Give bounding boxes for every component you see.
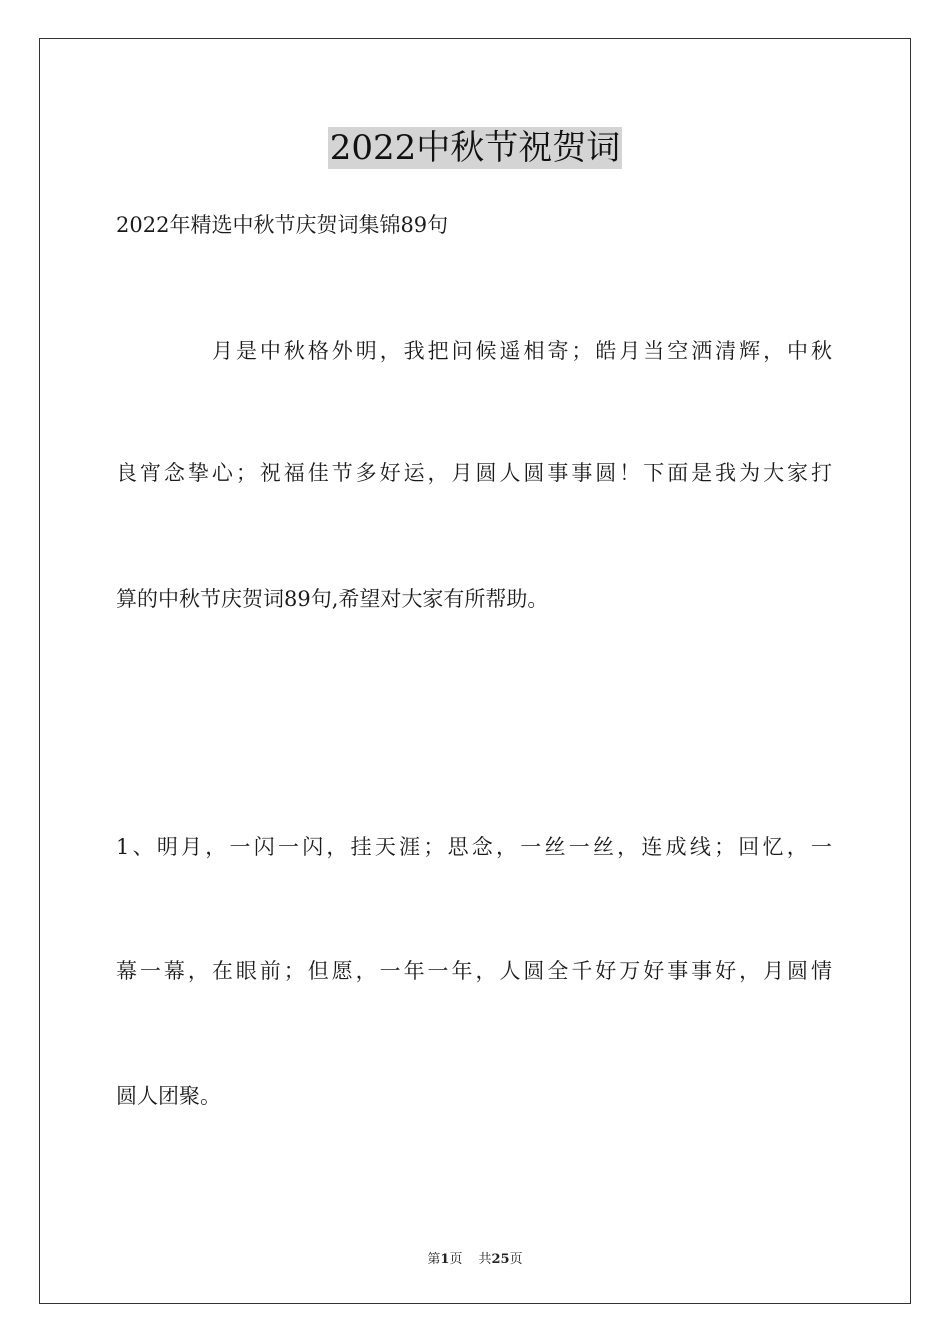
intro-paragraph-line: 月是中秋格外明，我把问候遥相寄；皓月当空洒清辉，中秋 <box>212 339 832 363</box>
total-label-suffix: 页 <box>509 1252 523 1267</box>
list-item-line: 幕一幕，在眼前；但愿，一年一年，人圆全千好万好事事好，月圆情 <box>116 959 832 983</box>
page-label-suffix: 页 <box>449 1252 463 1267</box>
intro-paragraph-line: 良宵念挚心；祝福佳节多好运，月圆人圆事事圆！下面是我为大家打 <box>116 461 832 485</box>
total-label-prefix: 共 <box>478 1252 492 1267</box>
list-item-line: 1、明月，一闪一闪，挂天涯；思念，一丝一丝，连成线；回忆，一 <box>116 835 832 859</box>
total-page-count: 25 <box>491 1252 510 1267</box>
current-page-number: 1 <box>440 1252 450 1267</box>
page-label-prefix: 第 <box>427 1252 441 1267</box>
title-container <box>0 127 950 169</box>
intro-paragraph-line: 算的中秋节庆贺词89句,希望对大家有所帮助。 <box>116 587 549 611</box>
document-title: 2022中秋节祝贺词 <box>329 128 621 168</box>
page-footer <box>0 1248 950 1267</box>
document-subtitle: 2022年精选中秋节庆贺词集锦89句 <box>116 213 449 237</box>
list-item-line: 圆人团聚。 <box>116 1084 221 1108</box>
